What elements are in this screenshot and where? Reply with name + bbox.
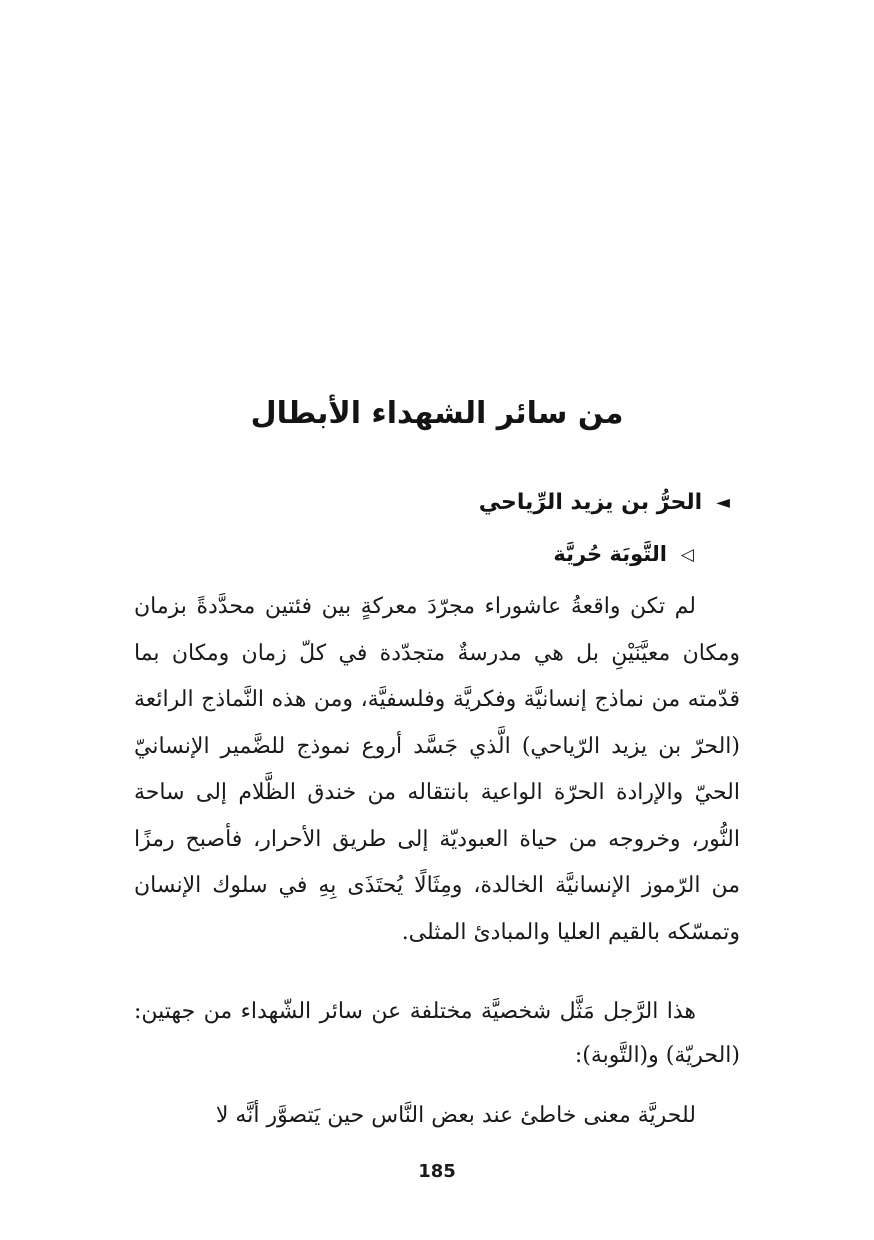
body-paragraph-2: هذا الرَّجل مَثَّل شخصيَّة مختلفة عن سائر الشّهداء من جهتين: (الحريّة) و(التَّوبة): bbox=[134, 999, 740, 1068]
body-paragraph-1: لم تكن واقعةُ عاشوراء مجرّدَ معركةٍ بين فئتين محدَّدةً بزمان ومكان معيَّنَيْنِ بل هي مدرسةٌ متجدّدة في كلّ زمان ومكان بما قدّمته من نماذج إنسانيَّة وفكريَّة وفلسفيَّة، ومن هذه النَّماذج الرائعة (الحرّ بن يزيد الرّياحي) الَّذي جَسَّد أروع نموذج للضَّمير الإنسانيّ الحيّ والإرادة الحرّة الواعية بانتقاله من خندق الظَّلام إلى ساحة النُّور، وخروجه من حياة العبوديّة إلى طريق الأحرار، فأصبح رمزًا من الرّموز الإنسانيَّة الخالدة، ومِثَالًا يُحتَذَى بِهِ في سلوك الإنسان وتمسّكه بالقيم العليا والمبادئ المثلى. bbox=[134, 594, 740, 945]
chapter-title: من سائر الشهداء الأبطال bbox=[250, 396, 624, 431]
body-paragraph-3: للحريَّة معنى خاطئ عند بعض النَّاس حين يَتصوَّر أنَّه لا bbox=[215, 1103, 696, 1128]
section-heading bbox=[479, 486, 730, 520]
subsection-heading bbox=[553, 538, 694, 571]
section-heading-text: الحرُّ بن يزيد الرِّياحي bbox=[478, 490, 703, 515]
filled-triangle-bullet-icon: ◄ bbox=[716, 492, 730, 513]
subsection-heading-text: التَّوبَة حُريَّة bbox=[553, 542, 667, 566]
page-number: 185 bbox=[418, 1161, 456, 1182]
outline-triangle-bullet-icon: ◁ bbox=[680, 545, 694, 565]
